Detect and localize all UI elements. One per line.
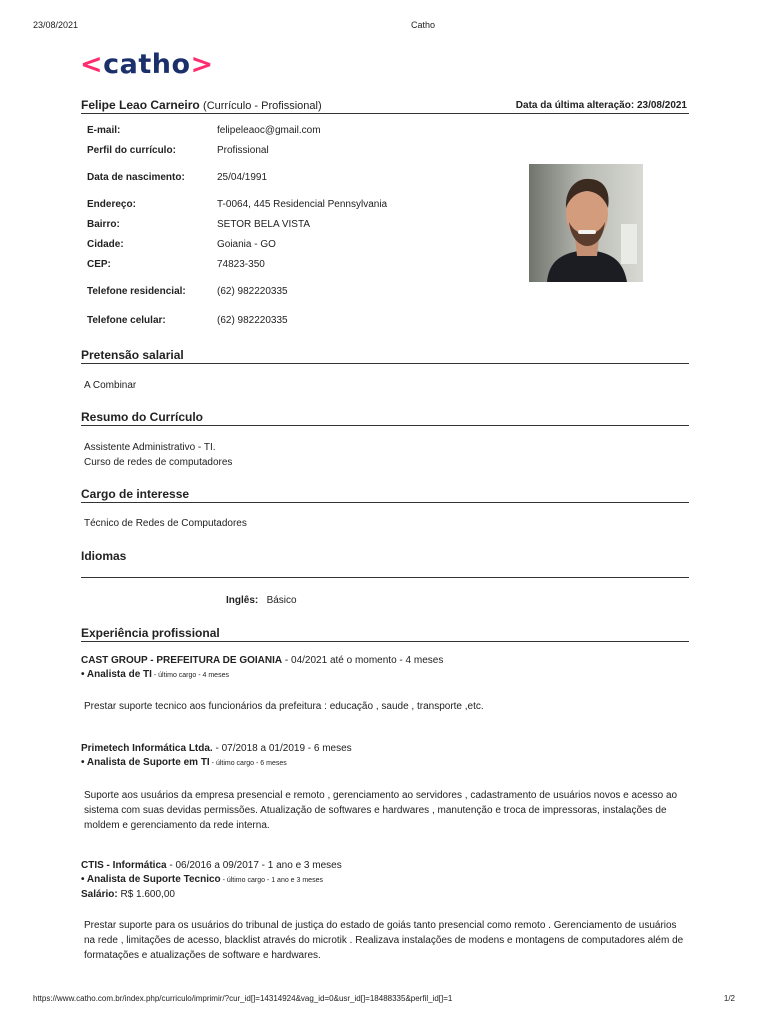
divider bbox=[81, 577, 689, 578]
section-title-summary: Resumo do Currículo bbox=[81, 410, 204, 424]
print-title: Catho bbox=[411, 20, 436, 30]
divider bbox=[81, 425, 689, 426]
info-value: T-0064, 445 Residencial Pennsylvania bbox=[217, 198, 388, 210]
info-label: Bairro: bbox=[87, 218, 120, 230]
divider bbox=[81, 502, 689, 503]
divider bbox=[81, 641, 689, 642]
job-role: • Analista de Suporte Tecnico bbox=[81, 874, 221, 885]
job-entry-3 bbox=[81, 859, 342, 902]
info-label: E-mail: bbox=[87, 124, 121, 136]
logo-left-chevron: < bbox=[80, 49, 104, 80]
section-title-languages: Idiomas bbox=[81, 549, 127, 563]
info-value: SETOR BELA VISTA bbox=[217, 218, 310, 230]
summary-line-1: Assistente Administrativo - TI. bbox=[84, 442, 216, 453]
job-company: CTIS - Informática bbox=[81, 860, 167, 871]
job-company: CAST GROUP - PREFEITURA DE GOIANIA bbox=[81, 655, 283, 666]
info-value: (62) 982220335 bbox=[217, 314, 288, 326]
summary-line-2: Curso de redes de computadores bbox=[84, 457, 233, 468]
job-salary-label: Salário: bbox=[81, 889, 118, 900]
divider bbox=[81, 363, 689, 364]
info-label: Endereço: bbox=[87, 198, 136, 210]
job-company: Primetech Informática Ltda. bbox=[81, 743, 213, 754]
section-title-interest: Cargo de interesse bbox=[81, 487, 190, 501]
job-period: - 07/2018 a 01/2019 - 6 meses bbox=[212, 743, 352, 754]
resume-type: (Currículo - Profissional) bbox=[203, 100, 322, 112]
language-entry bbox=[226, 594, 297, 607]
job-entry-2 bbox=[81, 742, 352, 771]
job-last-role: - último cargo - 1 ano e 3 meses bbox=[220, 877, 323, 884]
job-last-role: - último cargo - 6 meses bbox=[209, 760, 287, 767]
job-description: Suporte aos usuários da empresa presencial e remoto , gerenciamento ao servidores , cadastramento de usuários novos e acesso ao sistema com suas devidas permissões. Atualização de softwares e hardwares , manutenção e troca de impressoras, instalações de moldem e gerenciamento da rede interna. bbox=[84, 790, 678, 831]
info-value: 74823-350 bbox=[217, 258, 265, 270]
info-value: 25/04/1991 bbox=[217, 171, 268, 183]
last-modified: Data da última alteração: 23/08/2021 bbox=[515, 100, 687, 111]
info-row bbox=[87, 194, 387, 214]
print-date: 23/08/2021 bbox=[33, 20, 79, 30]
language-level: Básico bbox=[266, 595, 297, 606]
page-number: 1/2 bbox=[723, 994, 735, 1003]
divider bbox=[81, 113, 689, 114]
candidate-name: Felipe Leao Carneiro bbox=[81, 98, 200, 112]
profile-photo bbox=[529, 164, 643, 282]
personal-info-table bbox=[87, 120, 387, 332]
job-role: • Analista de Suporte em TI bbox=[81, 757, 210, 768]
job-period: - 06/2016 a 09/2017 - 1 ano e 3 meses bbox=[166, 860, 342, 871]
job-description: Prestar suporte tecnico aos funcionários da prefeitura : educação , saude , transporte ,etc. bbox=[84, 701, 484, 712]
info-label: Telefone residencial: bbox=[87, 285, 186, 297]
info-row bbox=[87, 254, 387, 274]
info-value: felipeleaoc@gmail.com bbox=[217, 124, 321, 136]
job-entry-1 bbox=[81, 654, 443, 683]
info-label: Perfil do currículo: bbox=[87, 144, 176, 156]
job-description: Prestar suporte para os usuários do tribunal de justiça do estado de goiás tanto presencial como remoto . Gerenciamento de usuários na rede , limitações de acesso, blacklist através do microtik . Realizava instalações de modens e montagens de computadores além de formatações e atualizações de software e hardwares. bbox=[84, 920, 684, 961]
info-label: Telefone celular: bbox=[87, 314, 166, 326]
interest-text: Técnico de Redes de Computadores bbox=[84, 518, 247, 529]
info-row bbox=[87, 234, 387, 254]
info-value: (62) 982220335 bbox=[217, 285, 288, 297]
info-value: Goiania - GO bbox=[217, 238, 276, 250]
info-label: Cidade: bbox=[87, 238, 124, 250]
footer-url: https://www.catho.com.br/index.php/curriculo/imprimir/?cur_id[]=14314924&vag_id=0&usr_id[]=18488335&perfil_id[]=1 bbox=[33, 994, 453, 1003]
info-row bbox=[87, 120, 387, 140]
salary-text: A Combinar bbox=[84, 380, 137, 391]
job-last-role: - último cargo - 4 meses bbox=[151, 672, 229, 679]
job-period: - 04/2021 até o momento - 4 meses bbox=[282, 655, 444, 666]
logo-text: catho bbox=[103, 49, 191, 80]
candidate-name-line bbox=[81, 98, 322, 112]
info-row bbox=[87, 274, 387, 308]
info-row bbox=[87, 140, 387, 160]
section-title-salary: Pretensão salarial bbox=[81, 348, 184, 362]
section-title-experience: Experiência profissional bbox=[81, 626, 220, 640]
job-role: • Analista de TI bbox=[81, 669, 152, 680]
info-value: Profissional bbox=[217, 144, 269, 156]
logo-right-chevron: > bbox=[190, 49, 214, 80]
info-row bbox=[87, 214, 387, 234]
job-salary-value: R$ 1.600,00 bbox=[117, 889, 175, 900]
info-label: Data de nascimento: bbox=[87, 171, 185, 183]
info-label: CEP: bbox=[87, 258, 111, 270]
language-label: Inglês: bbox=[226, 595, 259, 606]
catho-logo bbox=[80, 49, 214, 80]
info-row bbox=[87, 160, 387, 194]
info-row bbox=[87, 308, 387, 332]
